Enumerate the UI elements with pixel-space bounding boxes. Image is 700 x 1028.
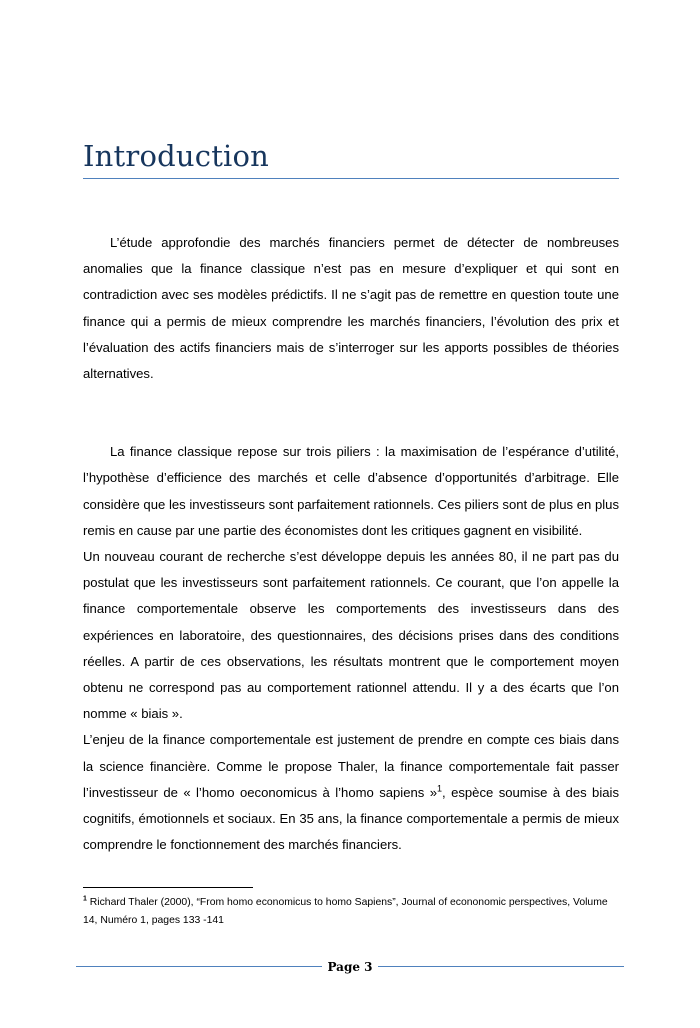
page-footer (76, 958, 624, 976)
paragraph-1: L’étude approfondie des marchés financiers permet de détecter de nombreuses anomalies que la finance classique n’est pas en mesure d’expliquer et qui sont en contradiction avec ses modèles prédictifs. Il ne s’agit pas de remettre en question toute une finance qui a permis de mieux comprendre les marchés financiers, l’évolution des prix et l’évaluation des actifs financiers mais de s’interroger sur les apports possibles de théories alternatives. (83, 235, 619, 382)
paragraph-spacer (83, 387, 619, 439)
paragraph-4 (83, 727, 619, 858)
footer-line-right (378, 966, 624, 967)
paragraph-4-text-end: , espèce soumise à des biais cognitifs, émotionnels et sociaux. En 35 ans, la finance comportementale a permis de mieux comprendre le fonctionnement des marchés financiers. (83, 784, 619, 853)
footnote-mark: 1 (83, 895, 87, 903)
footnote-separator (83, 887, 253, 888)
body-text (83, 230, 619, 858)
paragraph-4-text-start: L’enjeu de la finance comportementale est justement de prendre en compte ces biais dans la science financière. Comme le propose Thaler, la finance comportementale fait passer l’investisseur de « l’homo oeconomicus à l’homo sapiens » (83, 732, 619, 800)
footnote-reference[interactable]: 1 (437, 783, 443, 794)
paragraph-3: Un nouveau courant de recherche s’est développe depuis les années 80, il ne part pas du postulat que les investisseurs sont parfaitement rationnels. Ce courant, que l’on appelle la finance comportementale observe les comportements des investisseurs dans des expériences en laboratoire, des questionnaires, des décisions prises dans des conditions réelles. A partir de ces observations, les résultats montrent que le comportement moyen obtenu ne correspond pas au comportement rationnel attendu. Il y a des écarts que l’on nomme « biais ». (83, 549, 619, 722)
paragraph-2: La finance classique repose sur trois piliers : la maximisation de l’espérance d’utilité, l’hypothèse d’efficience des marchés et celle d’absence d’opportunités d’arbitrage. Elle considère que les investisseurs sont parfaitement rationnels. Ces piliers sont de plus en plus remis en cause par une partie des économistes dont les critiques gagnent en visibilité. (83, 444, 619, 538)
page-number: Page 3 (327, 960, 373, 974)
title-underline (83, 178, 619, 179)
footer-line-left (76, 966, 322, 967)
footnote (83, 894, 619, 930)
footnote-text: Richard Thaler (2000), “From homo economicus to homo Sapiens”, Journal of econonomic perspectives, Volume 14, Numéro 1, pages 133 -141 (83, 897, 608, 926)
page-title: Introduction (83, 139, 270, 173)
